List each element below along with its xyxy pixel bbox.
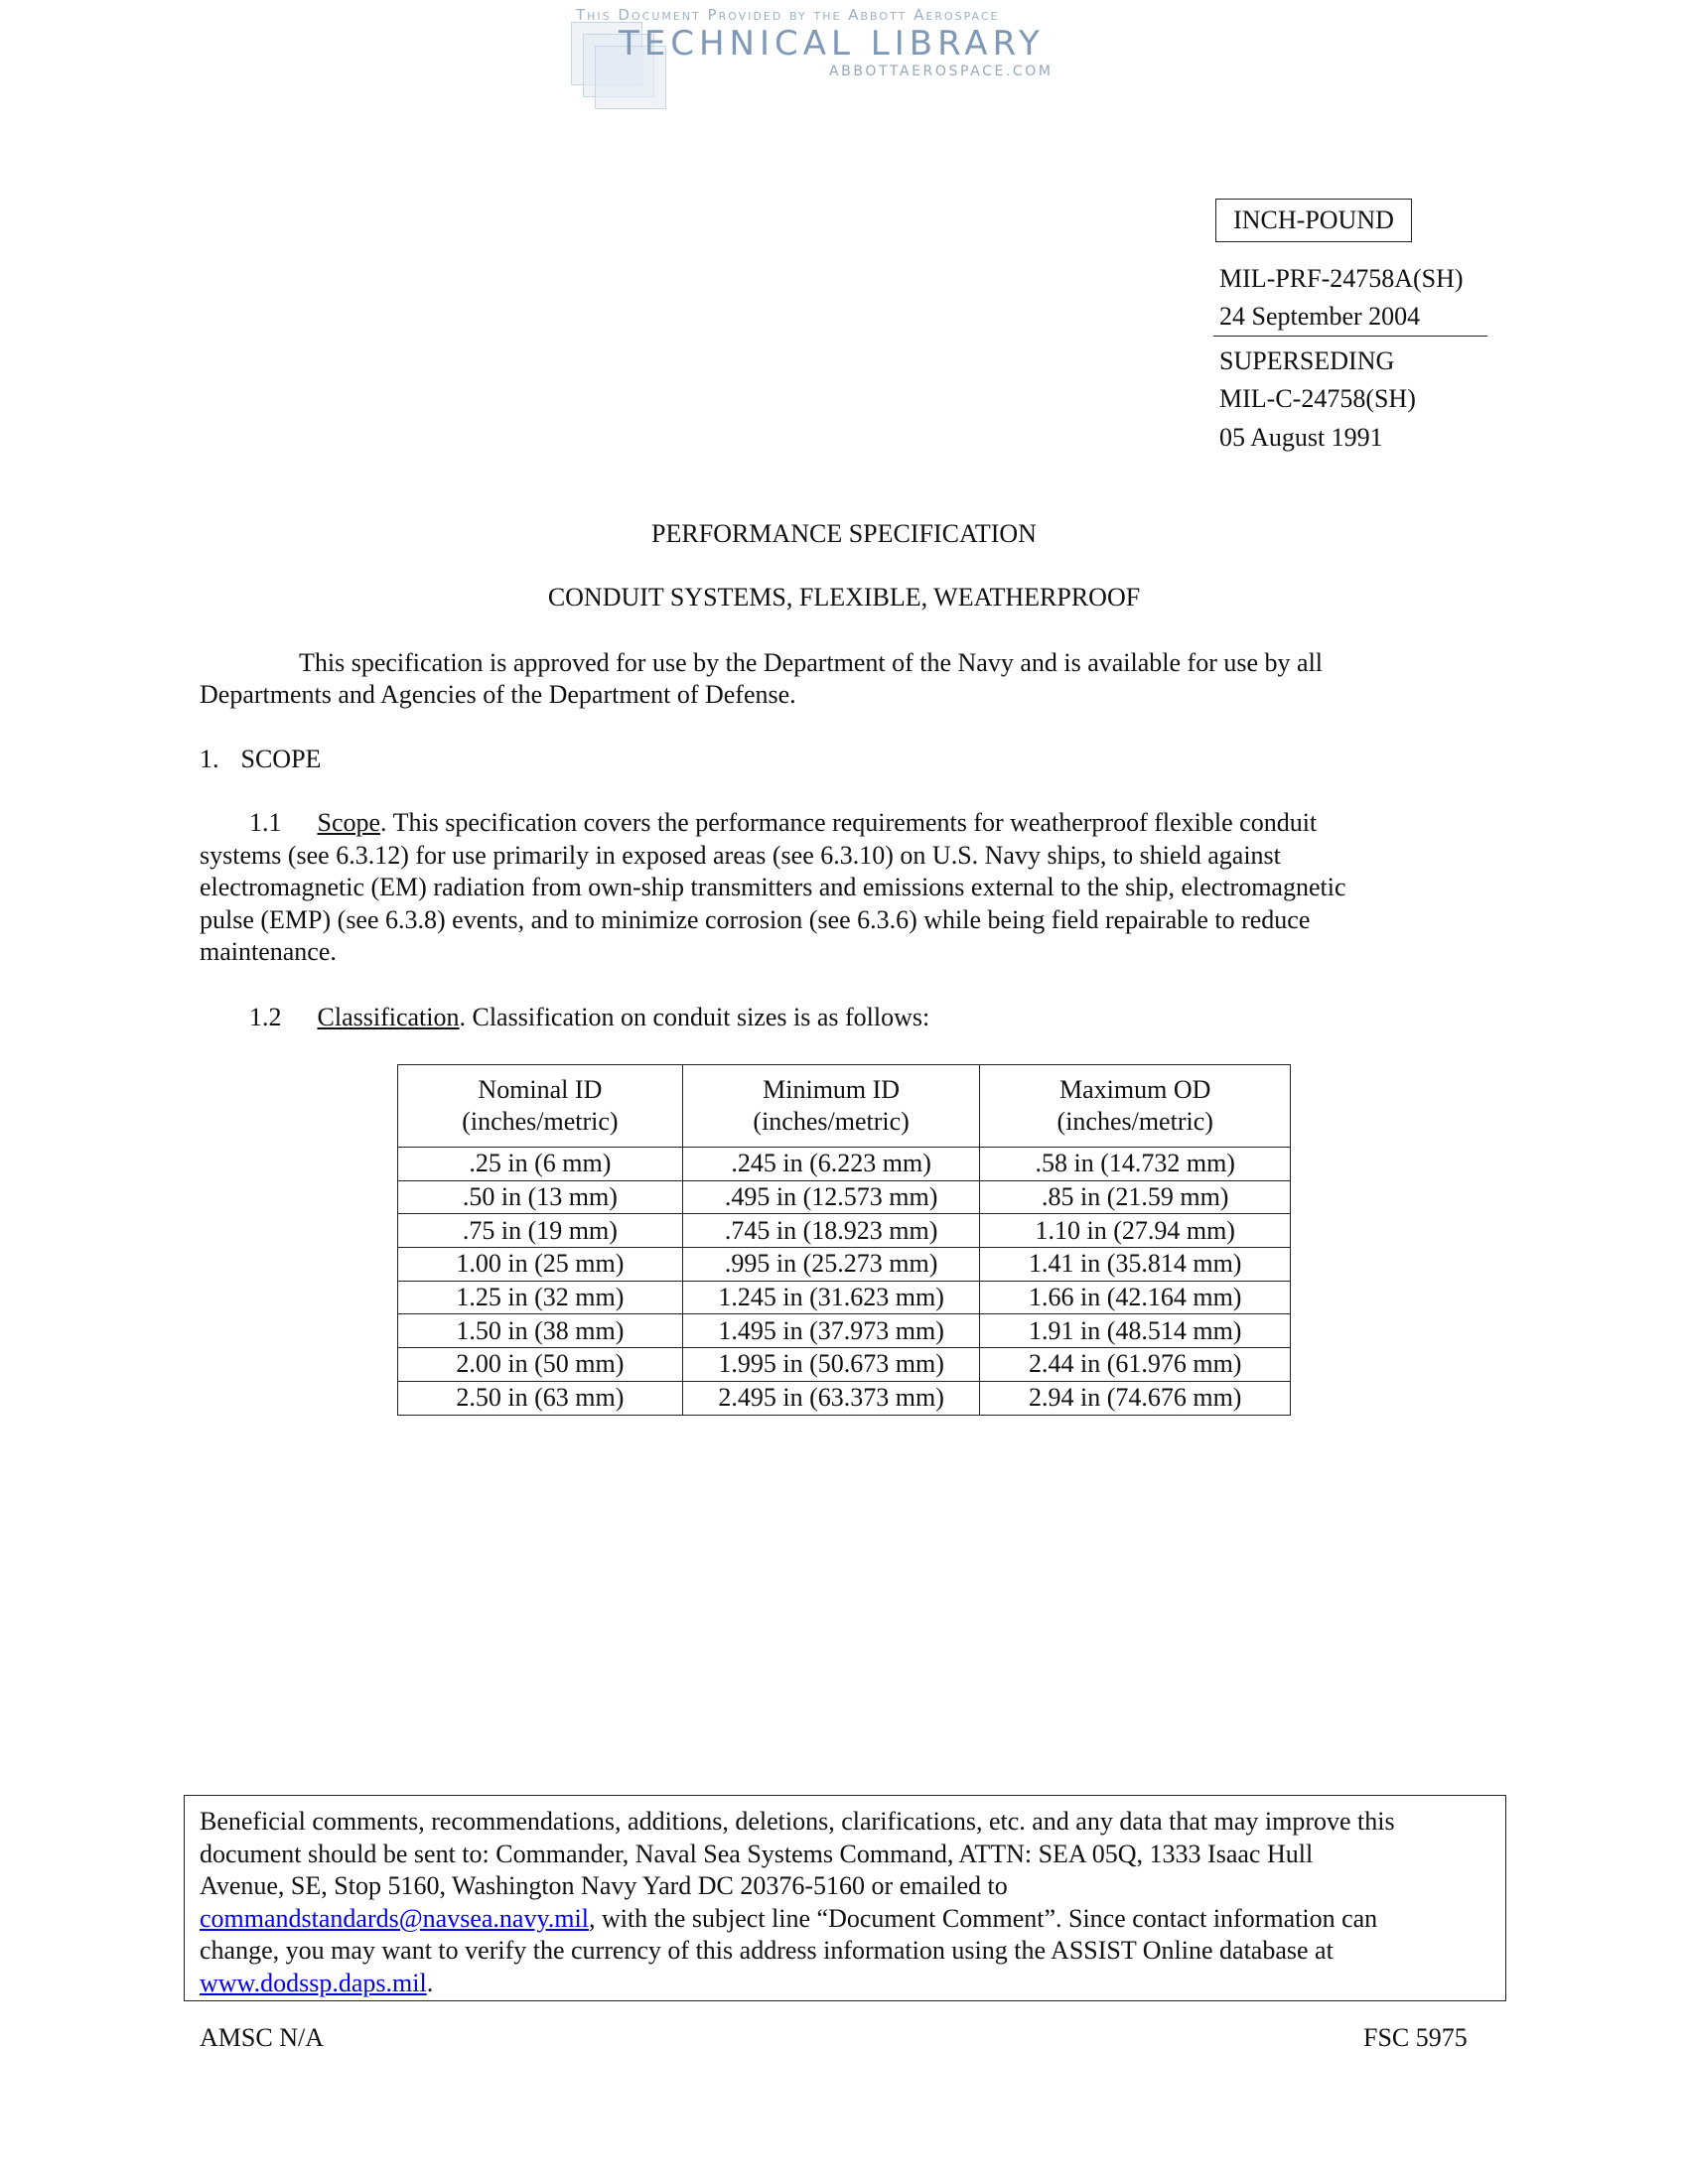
header-minimum-id: Minimum ID (inches/metric) <box>682 1065 980 1148</box>
comments-line-4: commandstandards@navsea.navy.mil, with the subject line “Document Comment”. Since contact information can <box>200 1903 1378 1933</box>
inch-pound-badge <box>1215 199 1412 242</box>
scope-line-5: maintenance. <box>200 937 337 966</box>
table-row <box>398 1348 1291 1382</box>
comments-box <box>184 1795 1506 2001</box>
table-row <box>398 1148 1291 1181</box>
table-header-row <box>398 1065 1291 1148</box>
email-link[interactable]: commandstandards@navsea.navy.mil <box>200 1903 589 1933</box>
comments-line-6: www.dodssp.daps.mil. <box>200 1968 434 1997</box>
table-row <box>398 1214 1291 1248</box>
approval-line-1: This specification is approved for use by the Department of the Navy and is available for use by all <box>299 648 1324 677</box>
para-number: 1.1 <box>249 808 282 837</box>
superseded-number: MIL-C-24758(SH) <box>1219 384 1416 413</box>
cell-minimum-id: 1.995 in (50.673 mm) <box>682 1348 980 1382</box>
inch-pound-label: INCH-POUND <box>1233 205 1394 234</box>
section-title: SCOPE <box>240 745 322 773</box>
scope-line-4: pulse (EMP) (see 6.3.8) events, and to minimize corrosion (see 6.3.6) while being field repairable to reduce <box>200 904 1311 934</box>
cell-maximum-od: 2.44 in (61.976 mm) <box>980 1348 1291 1382</box>
cell-minimum-id: 1.245 in (31.623 mm) <box>682 1281 980 1314</box>
cell-minimum-id: .495 in (12.573 mm) <box>682 1180 980 1214</box>
cell-nominal-id: .75 in (19 mm) <box>398 1214 683 1248</box>
cell-nominal-id: .25 in (6 mm) <box>398 1148 683 1181</box>
cell-nominal-id: 2.50 in (63 mm) <box>398 1381 683 1415</box>
cell-maximum-od: 1.10 in (27.94 mm) <box>980 1214 1291 1248</box>
cell-maximum-od: 1.91 in (48.514 mm) <box>980 1314 1291 1348</box>
comments-line-3: Avenue, SE, Stop 5160, Washington Navy Yard DC 20376-5160 or emailed to <box>200 1871 1008 1901</box>
scope-line-2: systems (see 6.3.12) for use primarily in exposed areas (see 6.3.10) on U.S. Navy ships, to shield against <box>200 840 1281 870</box>
comments-line-2: document should be sent to: Commander, Naval Sea Systems Command, ATTN: SEA 05Q, 1333 Isaac Hull <box>200 1839 1314 1868</box>
cell-minimum-id: .995 in (25.273 mm) <box>682 1248 980 1282</box>
para-heading: Scope <box>317 808 381 837</box>
header-maximum-od: Maximum OD (inches/metric) <box>980 1065 1291 1148</box>
para-heading: Classification <box>317 1003 460 1031</box>
table-row <box>398 1314 1291 1348</box>
table-row <box>398 1248 1291 1282</box>
table-row <box>398 1180 1291 1214</box>
approval-line-2: Departments and Agencies of the Department of Defense. <box>200 680 796 709</box>
cell-maximum-od: 1.66 in (42.164 mm) <box>980 1281 1291 1314</box>
table-row <box>398 1381 1291 1415</box>
cell-nominal-id: 1.50 in (38 mm) <box>398 1314 683 1348</box>
spec-subject-title: CONDUIT SYSTEMS, FLEXIBLE, WEATHERPROOF <box>547 583 1141 612</box>
fsc-label: FSC 5975 <box>1363 2023 1468 2052</box>
cell-nominal-id: 2.00 in (50 mm) <box>398 1348 683 1382</box>
abbott-watermark <box>571 4 1087 113</box>
cell-minimum-id: .745 in (18.923 mm) <box>682 1214 980 1248</box>
assist-website-link[interactable]: www.dodssp.daps.mil <box>200 1968 427 1997</box>
cell-maximum-od: 2.94 in (74.676 mm) <box>980 1381 1291 1415</box>
cell-maximum-od: .58 in (14.732 mm) <box>980 1148 1291 1181</box>
cell-maximum-od: .85 in (21.59 mm) <box>980 1180 1291 1214</box>
header-divider <box>1213 336 1487 337</box>
classification-paragraph: 1.2 Classification. Classification on conduit sizes is as follows: <box>249 1003 930 1031</box>
spec-type-title: PERFORMANCE SPECIFICATION <box>651 519 1037 548</box>
cell-nominal-id: .50 in (13 mm) <box>398 1180 683 1214</box>
cell-minimum-id: .245 in (6.223 mm) <box>682 1148 980 1181</box>
scope-line-3: electromagnetic (EM) radiation from own-ship transmitters and emissions external to the ship, electromagnetic <box>200 873 1346 901</box>
amsc-label: AMSC N/A <box>200 2023 324 2052</box>
superseding-label: SUPERSEDING <box>1219 346 1395 375</box>
cell-nominal-id: 1.25 in (32 mm) <box>398 1281 683 1314</box>
scope-paragraph <box>200 807 1441 969</box>
superseded-date: 05 August 1991 <box>1219 423 1383 452</box>
scope-line-1: 1.1 Scope. This specification covers the performance requirements for weatherproof flexible conduit <box>249 808 1318 837</box>
section-number: 1. <box>200 745 219 773</box>
cell-nominal-id: 1.00 in (25 mm) <box>398 1248 683 1282</box>
comments-line-1: Beneficial comments, recommendations, additions, deletions, clarifications, etc. and any data that may improve this <box>200 1807 1395 1836</box>
cell-minimum-id: 1.495 in (37.973 mm) <box>682 1314 980 1348</box>
header-nominal-id: Nominal ID (inches/metric) <box>398 1065 683 1148</box>
conduit-size-table <box>397 1064 1291 1416</box>
table-row <box>398 1281 1291 1314</box>
cell-maximum-od: 1.41 in (35.814 mm) <box>980 1248 1291 1282</box>
para-number: 1.2 <box>249 1003 282 1031</box>
section-1-heading <box>200 747 321 772</box>
doc-number: MIL-PRF-24758A(SH) <box>1219 264 1464 293</box>
cell-minimum-id: 2.495 in (63.373 mm) <box>682 1381 980 1415</box>
comments-line-5: change, you may want to verify the currency of this address information using the ASSIST Online database at <box>200 1936 1334 1966</box>
watermark-url: ABBOTTAEROSPACE.COM <box>829 64 1054 79</box>
doc-date: 24 September 2004 <box>1219 302 1421 331</box>
watermark-title: TECHNICAL LIBRARY <box>619 24 1045 64</box>
watermark-provided-by: This Document Provided by the Abbott Aerospace <box>576 6 1000 24</box>
